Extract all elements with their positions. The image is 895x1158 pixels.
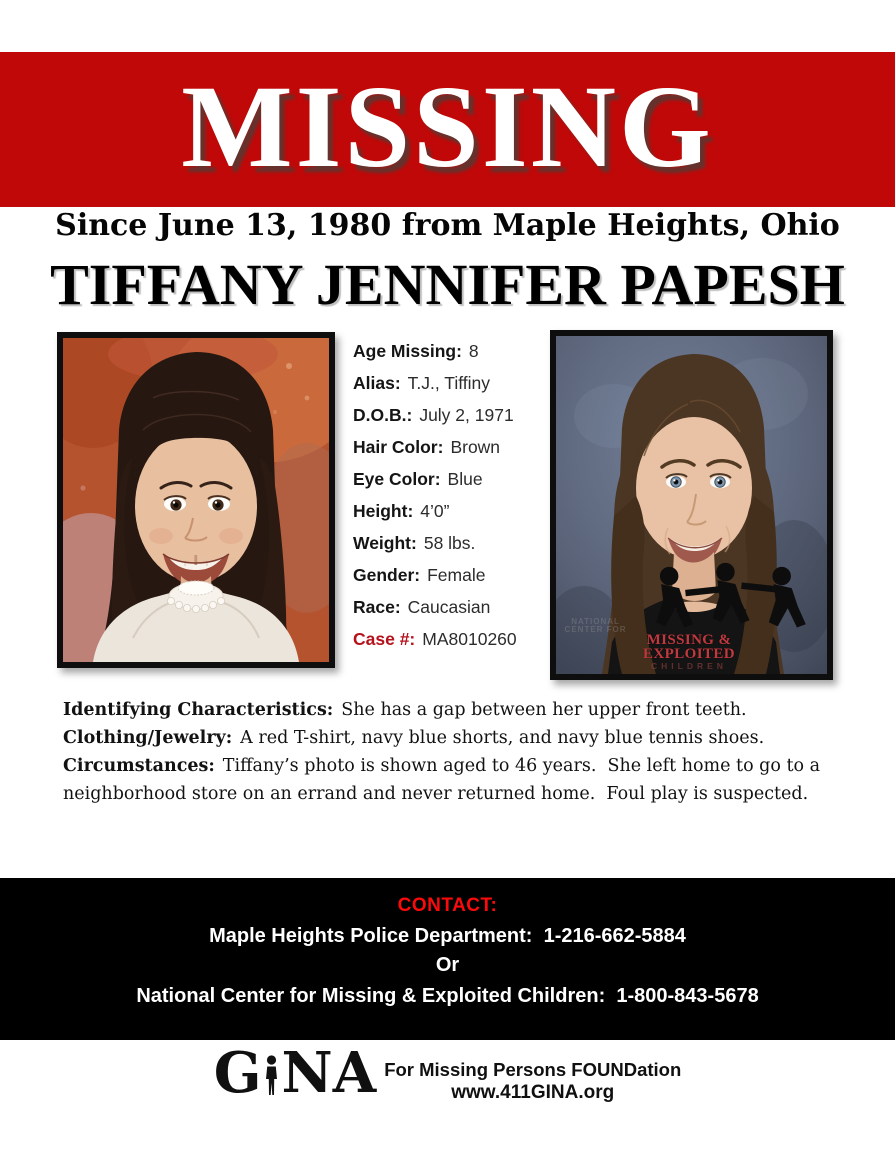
detail-value: MA8010260 <box>422 629 517 649</box>
detail-label: Case #: <box>353 629 416 649</box>
tagline-found: FOUND <box>571 1059 638 1080</box>
banner-title: MISSING <box>181 60 714 192</box>
child-photo-illustration <box>63 338 329 662</box>
missing-since-subtitle: Since June 13, 1980 from Maple Heights, Ohio <box>55 208 840 243</box>
detail-label: D.O.B.: <box>353 405 413 425</box>
age-progressed-photo <box>550 330 833 680</box>
detail-label: Age Missing: <box>353 341 462 361</box>
tagline-pre: For Missing Persons <box>384 1059 572 1080</box>
detail-row-case-number <box>353 630 550 648</box>
detail-row-height <box>353 502 550 520</box>
detail-row-eye <box>353 470 550 488</box>
gina-wordmark <box>213 1040 377 1106</box>
detail-row-gender <box>353 566 550 584</box>
detail-value: 58 lbs. <box>423 533 476 553</box>
person-icon <box>263 1055 280 1096</box>
paragraph-text: Tiffany’s photo is shown aged to 46 years. She left home to go to a neighborhood store on an errand and never returned home. Foul play is suspected. <box>63 756 826 804</box>
detail-label: Alias: <box>353 373 401 393</box>
gina-letters-na: NA <box>281 1040 377 1106</box>
detail-row-age <box>353 342 550 360</box>
detail-value: T.J., Tiffiny <box>407 373 490 393</box>
detail-label: Race: <box>353 597 401 617</box>
details-list <box>353 342 550 662</box>
detail-row-alias <box>353 374 550 392</box>
paragraph-label: Clothing/Jewelry: <box>63 728 233 748</box>
tagline-post: ation <box>637 1059 682 1080</box>
watermark-org-text: NATIONAL CENTER FOR <box>564 617 627 634</box>
detail-row-hair <box>353 438 550 456</box>
detail-value: July 2, 1971 <box>419 405 514 425</box>
detail-value: Brown <box>450 437 501 457</box>
paragraph-text: A red T-shirt, navy blue shorts, and navy blue tennis shoes. <box>240 728 765 748</box>
paragraph-text: She has a gap between her upper front teeth. <box>341 700 747 720</box>
paragraph-label: Circumstances: <box>63 756 215 776</box>
detail-label: Gender: <box>353 565 421 585</box>
children-figures-icon <box>637 558 822 634</box>
watermark-children-text: CHILDREN <box>651 661 727 671</box>
detail-value: 4’0” <box>420 501 450 521</box>
ncmec-contact-line: National Center for Missing & Exploited Children: 1-800-843-5678 <box>136 985 759 1007</box>
watermark-exploited-text: EXPLOITED <box>643 645 735 662</box>
detail-row-weight <box>353 534 550 552</box>
ncmec-watermark <box>556 558 822 671</box>
contact-footer <box>0 878 895 1040</box>
gina-letter-g: G <box>213 1040 262 1106</box>
detail-value: Caucasian <box>407 597 491 617</box>
watermark-missing-text: MISSING & <box>646 632 732 648</box>
detail-label: Height: <box>353 501 414 521</box>
contact-heading: CONTACT: <box>397 895 498 916</box>
gina-logo <box>0 1040 895 1106</box>
detail-label: Hair Color: <box>353 437 444 457</box>
police-contact-line: Maple Heights Police Department: 1-216-662-5884 <box>209 925 686 947</box>
person-name: TIFFANY JENNIFER PAPESH <box>50 252 845 317</box>
detail-value: Blue <box>447 469 483 489</box>
clothing-jewelry <box>63 724 845 752</box>
detail-label: Weight: <box>353 533 417 553</box>
identifying-characteristics <box>63 696 845 724</box>
detail-value: Female <box>427 565 486 585</box>
detail-row-race <box>353 598 550 616</box>
banner <box>0 52 895 207</box>
contact-separator: Or <box>435 954 460 976</box>
childhood-photo <box>57 332 335 668</box>
gina-tagline <box>384 1059 681 1081</box>
detail-value: 8 <box>468 341 479 361</box>
gina-text-block <box>384 1048 681 1105</box>
description-section <box>63 696 845 808</box>
detail-label: Eye Color: <box>353 469 441 489</box>
circumstances <box>63 752 845 808</box>
gina-url: www.411GINA.org <box>451 1082 615 1103</box>
detail-row-dob <box>353 406 550 424</box>
paragraph-label: Identifying Characteristics: <box>63 700 334 720</box>
